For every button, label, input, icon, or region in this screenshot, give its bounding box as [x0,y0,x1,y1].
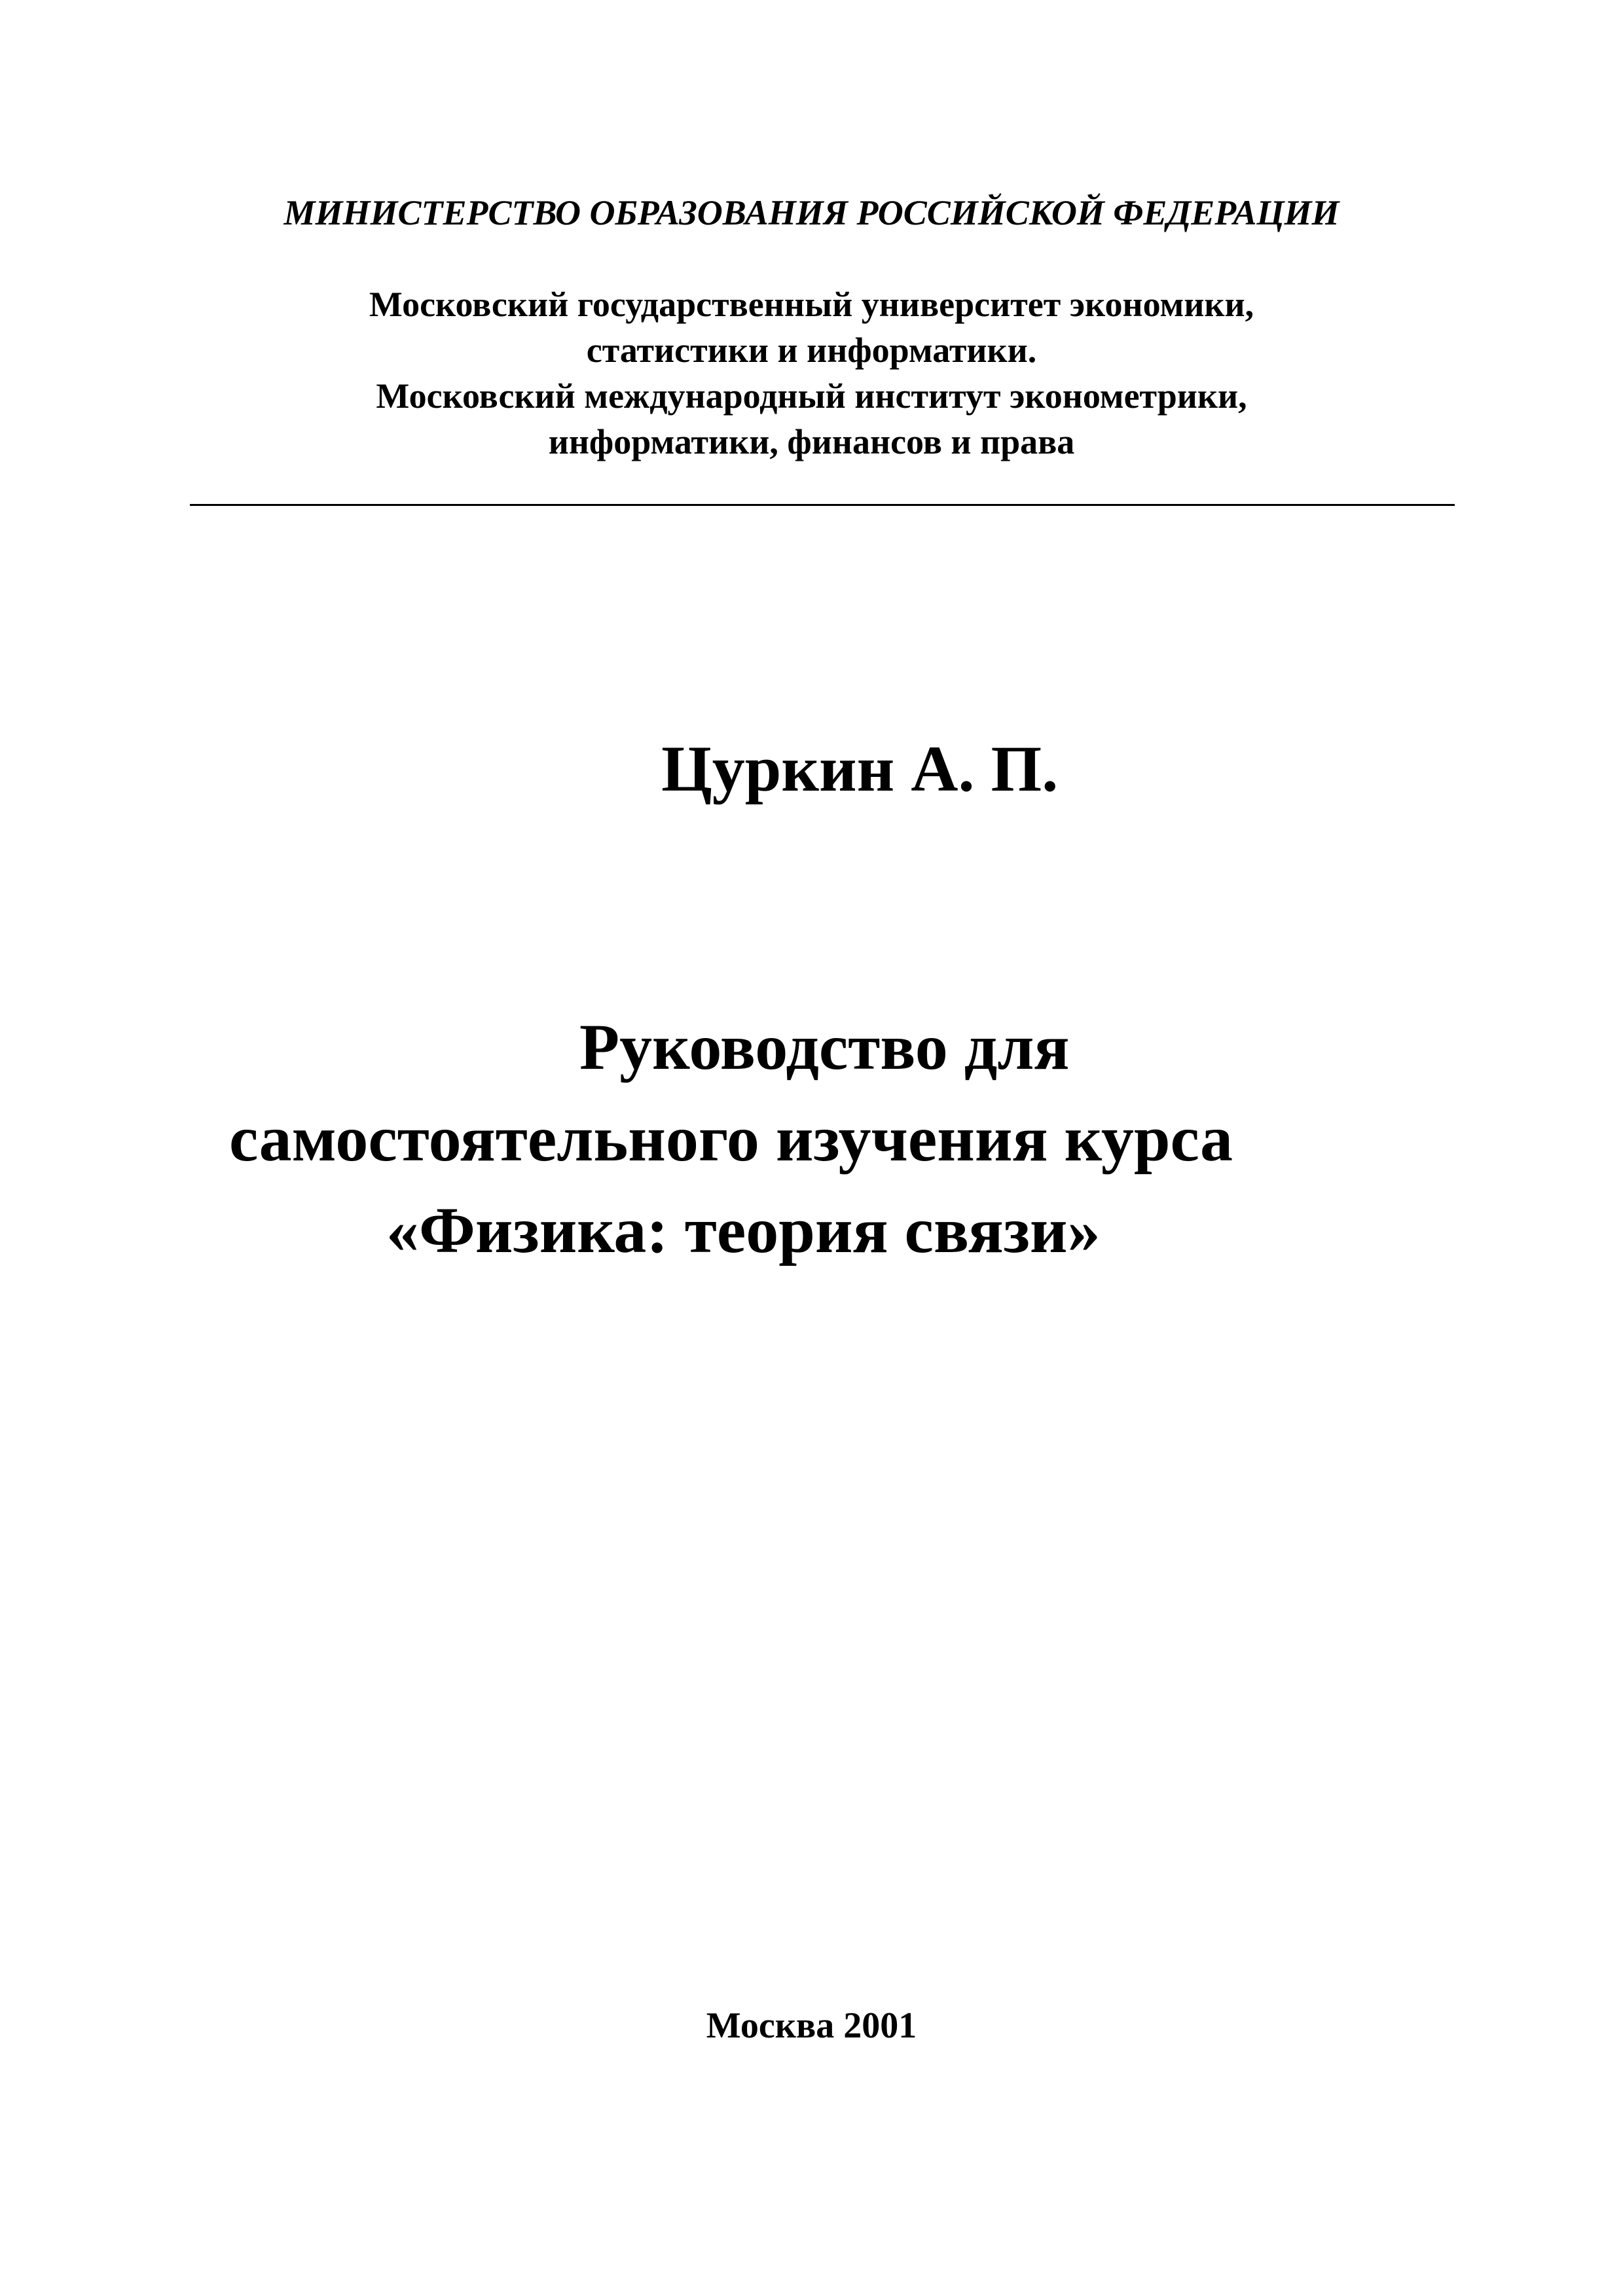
institution-line: Московский международный институт эконометрики, [376,376,1247,416]
ministry-heading: МИНИСТЕРСТВО ОБРАЗОВАНИЯ РОССИЙСКОЙ ФЕДЕРАЦИИ [283,193,1340,232]
author-name: Цуркин А. П. [661,732,1059,805]
title-line: «Физика: теория связи» [386,1194,1101,1266]
institution-line: информатики, финансов и права [548,422,1075,461]
institution-line: Московский государственный университет экономики, [369,285,1254,324]
institution-block [0,281,1623,465]
place-and-year: Москва 2001 [706,2005,917,2046]
title-line: самостоятельного изучения курса [229,1102,1233,1175]
header-divider [190,504,1455,506]
title-line: Руководство для [579,1011,1070,1083]
institution-line: статистики и информатики. [586,331,1037,370]
